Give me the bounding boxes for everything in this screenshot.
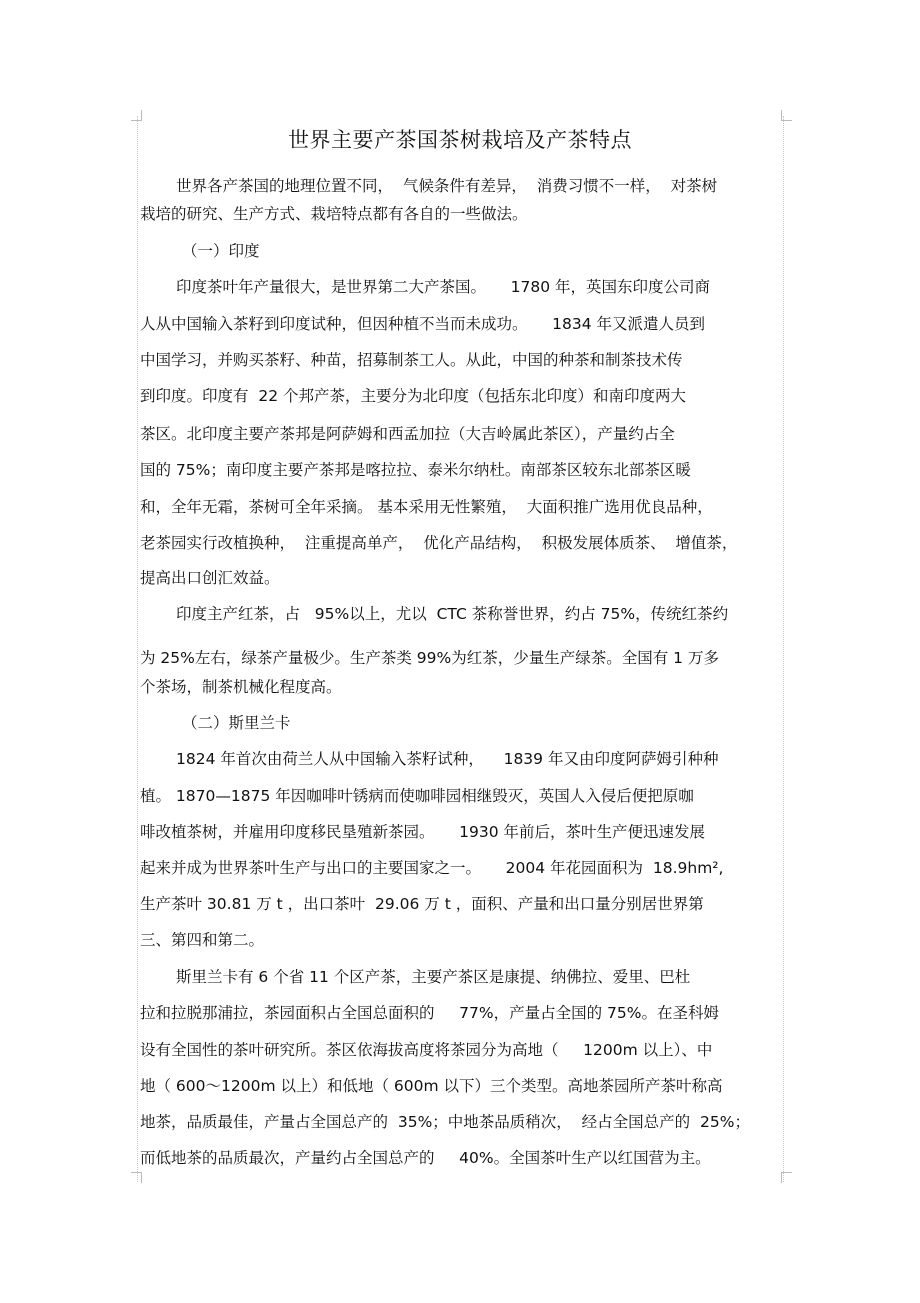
document-title: 世界主要产茶国茶树栽培及产茶特点 bbox=[288, 128, 632, 152]
paragraph-line: 个茶场，制茶机械化程度高。 bbox=[140, 678, 342, 696]
paragraph-line: 老茶园实行改植换种， 注重提高单产， 优化产品结构， 积极发展体质茶、 增值茶， bbox=[140, 534, 738, 552]
section-heading-india: （一）印度 bbox=[182, 242, 260, 260]
paragraph-line: 地（ 600～1200m 以上）和低地（ 600m 以下）三个类型。高地茶园所产茶叶称高 bbox=[140, 1077, 723, 1095]
crop-mark-top-right bbox=[781, 110, 792, 121]
paragraph-line: 地茶，品质最佳，产量占全国总产的 35%；中地茶品质稍次， 经占全国总产的 25%； bbox=[140, 1113, 750, 1131]
crop-mark-bottom-right bbox=[781, 1172, 792, 1183]
paragraph-line: 印度茶叶年产量很大，是世界第二大产茶国。 1780 年，英国东印度公司商 bbox=[176, 278, 711, 296]
paragraph-line: 而低地茶的品质最次，产量约占全国总产的 40%。全国茶叶生产以红国营为主。 bbox=[140, 1149, 711, 1167]
paragraph-line: 世界各产茶国的地理位置不同， 气候条件有差异， 消费习惯不一样， 对茶树 bbox=[176, 177, 718, 195]
paragraph-line: 国的 75%；南印度主要产茶邦是喀拉拉、泰米尔纳杜。南部茶区较东北部茶区暖 bbox=[140, 461, 691, 479]
paragraph-line: 植。 1870—1875 年因咖啡叶锈病而使咖啡园相继毁灭，英国人入侵后便把原咖 bbox=[140, 787, 694, 805]
paragraph-line: 设有全国性的茶叶研究所。茶区依海拔高度将茶园分为高地（ 1200m 以上）、中 bbox=[140, 1041, 713, 1059]
paragraph-line: 为 25%左右，绿茶产量极少。生产茶类 99%为红茶，少量生产绿茶。全国有 1 万多 bbox=[140, 649, 719, 667]
paragraph-line: 到印度。印度有 22 个邦产茶，主要分为北印度（包括东北印度）和南印度两大 bbox=[140, 387, 687, 405]
paragraph-line: 茶区。北印度主要产茶邦是阿萨姆和西孟加拉（大吉岭属此茶区），产量约占全 bbox=[140, 425, 675, 443]
paragraph-line: 中国学习，并购买茶籽、种苗，招募制茶工人。从此，中国的种茶和制茶技术传 bbox=[140, 351, 683, 369]
paragraph-line: 啡改植茶树，并雇用印度移民垦殖新茶园。 1930 年前后，茶叶生产便迅速发展 bbox=[140, 823, 706, 841]
paragraph-line: 栽培的研究、生产方式、栽培特点都有各自的一些做法。 bbox=[140, 205, 528, 223]
paragraph-line: 生产茶叶 30.81 万 t ，出口茶叶 29.06 万 t ，面积、产量和出口量分别居世界第 bbox=[140, 895, 704, 913]
paragraph-line: 提高出口创汇效益。 bbox=[140, 569, 280, 587]
paragraph-line: 斯里兰卡有 6 个省 11 个区产茶，主要产茶区是康提、纳佛拉、爱里、巴杜 bbox=[176, 968, 691, 986]
crop-mark-bottom-left bbox=[131, 1172, 142, 1183]
paragraph-line: 人从中国输入茶籽到印度试种，但因种植不当而未成功。 1834 年又派遣人员到 bbox=[140, 315, 706, 333]
paragraph-line: 印度主产红茶，占 95%以上，尤以 CTC 茶称誉世界，约占 75%，传统红茶约 bbox=[176, 605, 729, 623]
paragraph-line: 拉和拉脱那浦拉，茶园面积占全国总面积的 77%，产量占全国的 75%。在圣科姆 bbox=[140, 1004, 719, 1022]
section-heading-sri-lanka: （二）斯里兰卡 bbox=[182, 714, 291, 732]
paragraph-line: 1824 年首次由荷兰人从中国输入茶籽试种， 1839 年又由印度阿萨姆引种种 bbox=[176, 750, 719, 768]
paragraph-line: 三、第四和第二。 bbox=[140, 931, 265, 949]
paragraph-line: 和，全年无霜，茶树可全年采摘。 基本采用无性繁殖， 大面积推广选用优良品种， bbox=[140, 498, 713, 516]
paragraph-line: 起来并成为世界茶叶生产与出口的主要国家之一。 2004 年花园面积为 18.9hm², bbox=[140, 859, 724, 877]
crop-mark-top-left bbox=[131, 110, 142, 121]
